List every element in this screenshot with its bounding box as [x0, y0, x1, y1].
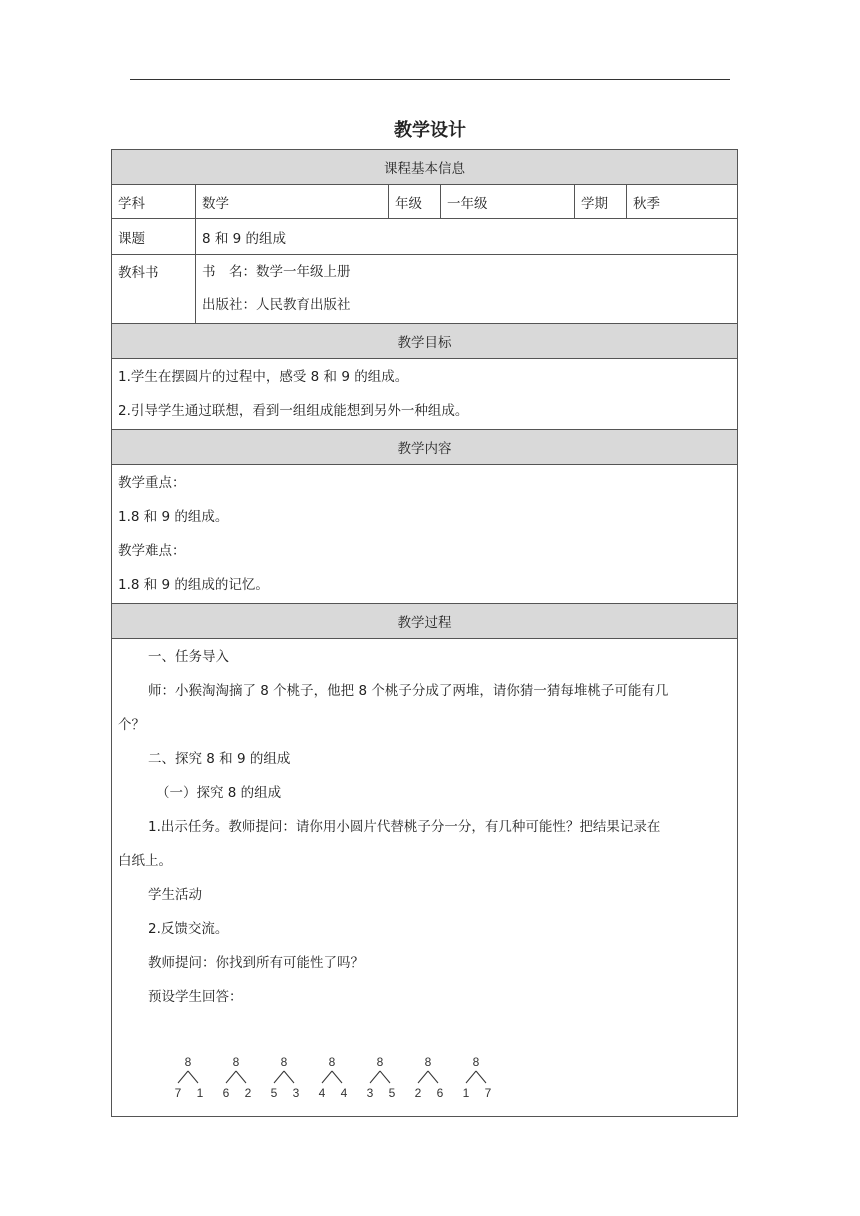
key-point-item: 1.8 和 9 的组成。 [118, 509, 229, 525]
topic-label: 课题 [112, 219, 196, 255]
section-process: 教学过程 [112, 604, 738, 639]
tree-part-right: 7 [484, 1086, 492, 1100]
tree-part-left: 6 [222, 1086, 230, 1100]
tree-total: 8 [328, 1055, 336, 1069]
tree-branch-left [418, 1071, 428, 1083]
tree-branch-right [428, 1071, 438, 1083]
section-basic-info: 课程基本信息 [112, 150, 738, 185]
section-goals: 教学目标 [112, 324, 738, 359]
tree-branch-right [236, 1071, 246, 1083]
subject-value: 数学 [196, 185, 389, 219]
grade-label: 年级 [389, 185, 441, 219]
tree-branch-right [380, 1071, 390, 1083]
process-paragraph-cont: 个？ [118, 717, 145, 733]
process-paragraph: 师：小猴淘淘摘了 8 个桃子，他把 8 个桃子分成了两堆，请你猜一猜每堆桃子可能有几 [148, 683, 669, 699]
goals-body [112, 359, 738, 430]
tree-branch-right [188, 1071, 198, 1083]
tree-branch-left [226, 1071, 236, 1083]
section-content: 教学内容 [112, 430, 738, 465]
tree-part-right: 2 [244, 1086, 252, 1100]
process-paragraph: 2.反馈交流。 [148, 921, 229, 937]
process-paragraph: 学生活动 [148, 887, 202, 903]
process-paragraph-cont: 白纸上。 [118, 853, 172, 869]
tree-part-right: 4 [340, 1086, 348, 1100]
process-paragraph: 预设学生回答： [148, 989, 243, 1005]
term-label: 学期 [575, 185, 627, 219]
decomposition-tree [320, 1054, 368, 1116]
decomposition-tree [224, 1054, 272, 1116]
process-body [112, 639, 738, 1117]
content-body [112, 465, 738, 604]
tree-part-left: 1 [462, 1086, 470, 1100]
decomposition-tree [464, 1054, 512, 1116]
process-paragraph: 1.出示任务。教师提问：请你用小圆片代替桃子分一分，有几种可能性？把结果记录在 [148, 819, 661, 835]
lesson-plan-table [111, 149, 738, 1117]
tree-part-left: 7 [174, 1086, 182, 1100]
goal-item: 1.学生在摆圆片的过程中，感受 8 和 9 的组成。 [118, 369, 409, 385]
document-title: 教学设计 [394, 120, 466, 141]
process-heading-1: 一、任务导入 [148, 649, 229, 665]
difficulty-item: 1.8 和 9 的组成的记忆。 [118, 577, 269, 593]
subject-label: 学科 [112, 185, 196, 219]
key-point-heading: 教学重点： [118, 475, 186, 491]
difficulty-heading: 教学难点： [118, 543, 186, 559]
tree-part-right: 6 [436, 1086, 444, 1100]
tree-branch-left [178, 1071, 188, 1083]
tree-part-right: 5 [388, 1086, 396, 1100]
tree-total: 8 [184, 1055, 192, 1069]
decomposition-tree [416, 1054, 464, 1116]
topic-value: 8 和 9 的组成 [196, 219, 738, 255]
tree-branch-right [332, 1071, 342, 1083]
decomposition-diagrams [118, 1054, 731, 1116]
textbook-name: 书 名：数学一年级上册 [202, 264, 351, 280]
process-heading-3: （一）探究 8 的组成 [156, 785, 282, 801]
process-paragraph: 教师提问：你找到所有可能性了吗？ [148, 955, 364, 971]
tree-branch-left [466, 1071, 476, 1083]
goal-item: 2.引导学生通过联想，看到一组组成能想到另外一种组成。 [118, 403, 469, 419]
tree-total: 8 [472, 1055, 480, 1069]
tree-part-left: 2 [414, 1086, 422, 1100]
tree-part-right: 1 [196, 1086, 204, 1100]
tree-total: 8 [280, 1055, 288, 1069]
textbook-publisher: 出版社：人民教育出版社 [202, 297, 351, 313]
decomposition-tree [176, 1054, 224, 1116]
tree-total: 8 [376, 1055, 384, 1069]
process-heading-2: 二、探究 8 和 9 的组成 [148, 751, 291, 767]
tree-part-left: 5 [270, 1086, 278, 1100]
tree-branch-left [370, 1071, 380, 1083]
decomposition-tree [272, 1054, 320, 1116]
term-value: 秋季 [627, 185, 738, 219]
textbook-label: 教科书 [112, 255, 196, 324]
tree-part-right: 3 [292, 1086, 300, 1100]
tree-part-left: 4 [318, 1086, 326, 1100]
tree-branch-right [284, 1071, 294, 1083]
grade-value: 一年级 [441, 185, 575, 219]
tree-branch-right [476, 1071, 486, 1083]
decomposition-tree [368, 1054, 416, 1116]
tree-branch-left [274, 1071, 284, 1083]
tree-total: 8 [232, 1055, 240, 1069]
tree-branch-left [322, 1071, 332, 1083]
tree-total: 8 [424, 1055, 432, 1069]
tree-part-left: 3 [366, 1086, 374, 1100]
textbook-info [196, 255, 738, 324]
header-rule [130, 79, 730, 80]
